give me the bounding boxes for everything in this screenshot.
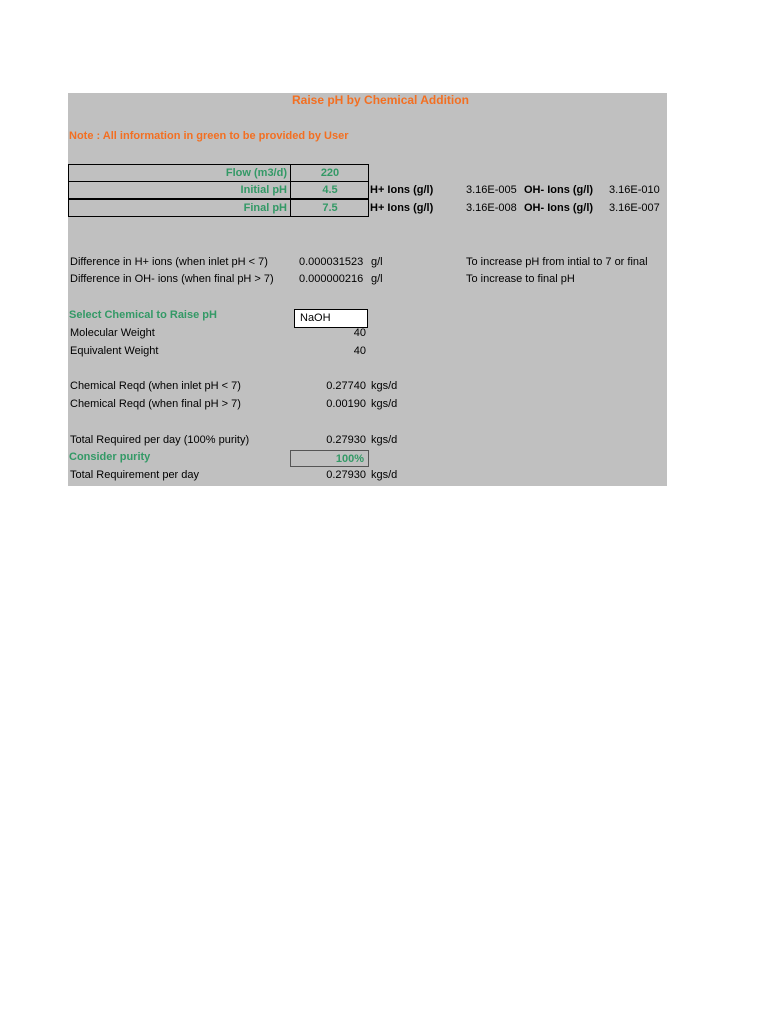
h-ions-label-final: H+ Ions (g/l) [370, 202, 434, 214]
final-ph-input[interactable]: 7.5 [322, 202, 338, 214]
total-requirement-label: Total Requirement per day [70, 469, 200, 481]
total-100-unit: kgs/d [371, 434, 398, 446]
total-100-value: 0.27930 [326, 434, 366, 446]
oh-ions-label-initial: OH- Ions (g/l) [524, 184, 594, 196]
molecular-weight-value: 40 [353, 327, 366, 339]
final-ph-row [68, 199, 369, 217]
total-requirement-unit: kgs/d [371, 469, 398, 481]
diff-h-unit: g/l [371, 256, 383, 268]
h-ions-label-initial: H+ Ions (g/l) [370, 184, 434, 196]
spreadsheet-area [68, 93, 667, 486]
flow-row [68, 164, 369, 182]
total-100-label: Total Required per day (100% purity) [70, 434, 250, 446]
oh-ions-value-initial: 3.16E-010 [609, 184, 660, 196]
initial-ph-input[interactable]: 4.5 [322, 184, 338, 196]
equivalent-weight-value: 40 [353, 345, 366, 357]
flow-input[interactable]: 220 [320, 167, 340, 179]
select-chemical-label: Select Chemical to Raise pH [69, 309, 217, 321]
chemical-select[interactable]: NaOH [294, 309, 368, 328]
diff-oh-value: 0.000000216 [299, 273, 364, 285]
diff-h-label: Difference in H+ ions (when inlet pH < 7) [70, 256, 268, 268]
oh-ions-label-final: OH- Ions (g/l) [524, 202, 594, 214]
chem-reqd-final-label: Chemical Reqd (when final pH > 7) [70, 398, 241, 410]
diff-h-note: To increase pH from intial to 7 or final [466, 256, 648, 268]
chem-reqd-inlet-value: 0.27740 [326, 380, 366, 392]
initial-ph-row [68, 181, 369, 199]
chem-reqd-inlet-unit: kgs/d [371, 380, 398, 392]
user-note: Note : All information in green to be provided by User [69, 130, 349, 142]
diff-oh-unit: g/l [371, 273, 383, 285]
chem-reqd-final-unit: kgs/d [371, 398, 398, 410]
diff-oh-label: Difference in OH- ions (when final pH > 7) [70, 273, 274, 285]
molecular-weight-label: Molecular Weight [70, 327, 155, 339]
initial-ph-label: Initial pH [69, 182, 291, 198]
purity-input[interactable]: 100% [290, 450, 369, 467]
total-requirement-value: 0.27930 [326, 469, 366, 481]
diff-oh-note: To increase to final pH [466, 273, 575, 285]
flow-label: Flow (m3/d) [69, 165, 291, 181]
chem-reqd-inlet-label: Chemical Reqd (when inlet pH < 7) [70, 380, 241, 392]
page-title: Raise pH by Chemical Addition [292, 93, 469, 107]
diff-h-value: 0.000031523 [299, 256, 364, 268]
equivalent-weight-label: Equivalent Weight [70, 345, 159, 357]
h-ions-value-initial: 3.16E-005 [466, 184, 517, 196]
final-ph-label: Final pH [69, 200, 291, 216]
consider-purity-label: Consider purity [69, 451, 151, 463]
oh-ions-value-final: 3.16E-007 [609, 202, 660, 214]
chem-reqd-final-value: 0.00190 [326, 398, 366, 410]
h-ions-value-final: 3.16E-008 [466, 202, 517, 214]
